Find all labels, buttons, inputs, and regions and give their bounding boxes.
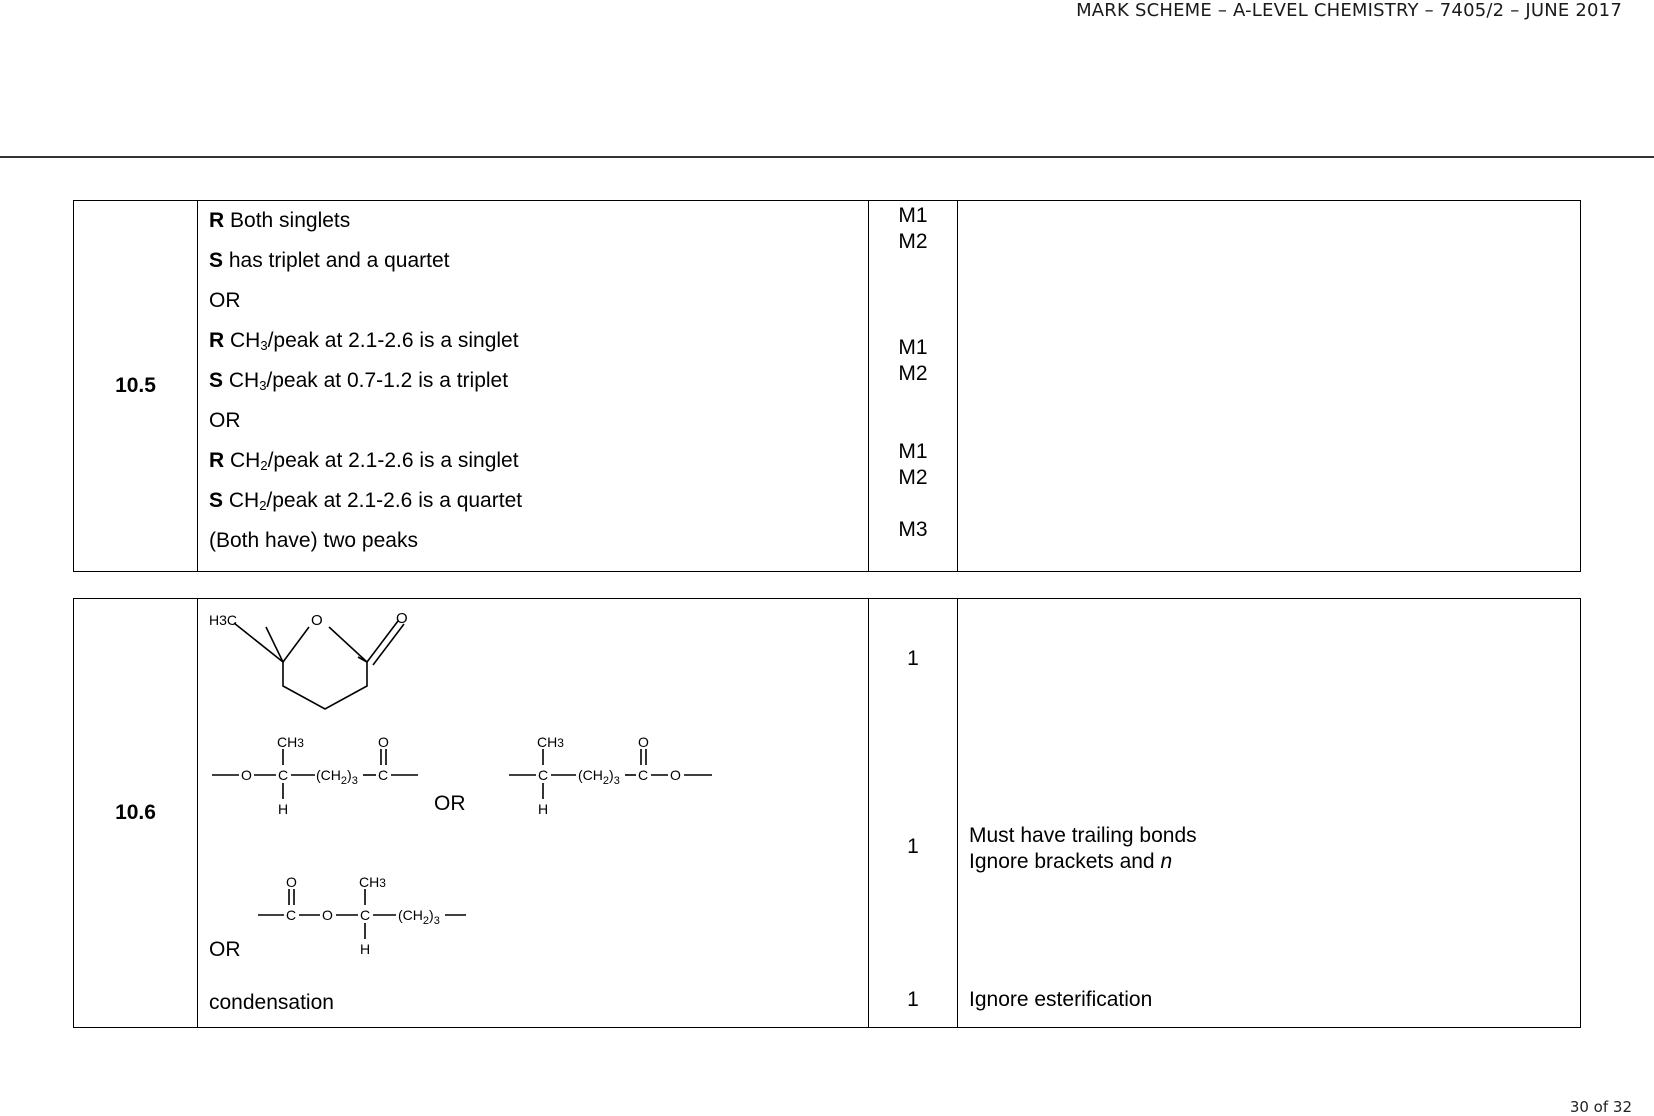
or-label: OR bbox=[434, 792, 466, 815]
answer-lines bbox=[209, 201, 868, 561]
comment-ignore-brackets: Ignore brackets and n bbox=[969, 850, 1173, 873]
o-label: O bbox=[241, 767, 252, 783]
comment-ignore-esterification: Ignore esterification bbox=[969, 988, 1153, 1011]
polymer-unit-1 bbox=[212, 734, 418, 817]
mark-label: M2 bbox=[898, 362, 928, 385]
mark-label: M1 bbox=[898, 440, 928, 463]
mark-label: M2 bbox=[898, 466, 928, 489]
answer-line: OR bbox=[209, 409, 241, 432]
mark-label: 1 bbox=[907, 647, 919, 670]
answer-line: S has triplet and a quartet bbox=[209, 249, 450, 272]
o-label: O bbox=[638, 734, 649, 750]
answer-cell bbox=[198, 201, 869, 572]
o-label: O bbox=[378, 734, 389, 750]
question-number: 10.5 bbox=[74, 201, 198, 572]
comments-cell bbox=[958, 201, 1581, 572]
c-label: C bbox=[360, 907, 371, 923]
ch2n-label: $(CH_2)_3$ bbox=[578, 767, 620, 787]
c-label: C bbox=[538, 767, 549, 783]
answer-line: R Both singlets bbox=[209, 209, 351, 232]
o-label: O bbox=[670, 767, 681, 783]
c-label: C bbox=[638, 767, 649, 783]
lactone-structure bbox=[234, 621, 404, 709]
page-number: 30 of 32 bbox=[1569, 1098, 1632, 1116]
mark-label: M2 bbox=[898, 230, 928, 253]
answer-line: R $CH_2$/peak at 2.1-2.6 is a singlet bbox=[209, 449, 519, 473]
mark-label: M1 bbox=[898, 336, 928, 359]
c-label: C bbox=[378, 767, 389, 783]
header-rule bbox=[0, 156, 1654, 158]
ch2n-label: $(CH_2)_3$ bbox=[316, 767, 358, 787]
ch3-label: CH3 bbox=[359, 874, 386, 890]
carbonyl-oxygen-label: O bbox=[396, 610, 408, 627]
h-label: H bbox=[278, 801, 289, 817]
mark-label: M1 bbox=[898, 204, 928, 227]
condensation-text: condensation bbox=[209, 991, 334, 1014]
ch3-label: CH3 bbox=[277, 734, 304, 750]
marks-cell bbox=[869, 201, 958, 572]
marks-cell bbox=[869, 599, 958, 1028]
question-10-5-table bbox=[73, 200, 1581, 572]
answer-line: (Both have) two peaks bbox=[209, 529, 418, 552]
o-label: O bbox=[286, 874, 297, 890]
ring-oxygen-label: O bbox=[311, 612, 323, 629]
answer-line: R $CH_3$/peak at 2.1-2.6 is a singlet bbox=[209, 329, 519, 353]
or-label: OR bbox=[209, 938, 241, 961]
o-label: O bbox=[322, 907, 333, 923]
polymer-unit-3 bbox=[258, 874, 466, 957]
question-10-6-table bbox=[73, 598, 1581, 1028]
polymer-unit-2 bbox=[509, 734, 712, 817]
ch3-label: CH3 bbox=[537, 734, 564, 750]
structures-drawing bbox=[198, 599, 848, 1027]
h-label: H bbox=[538, 801, 549, 817]
question-number: 10.6 bbox=[74, 599, 198, 1028]
h3c-label: H3C bbox=[209, 612, 238, 628]
comments-cell bbox=[958, 599, 1581, 1028]
h-label: H bbox=[360, 941, 371, 957]
comment-trailing-bonds: Must have trailing bonds bbox=[969, 824, 1197, 847]
answer-line: S $CH_3$/peak at 0.7-1.2 is a triplet bbox=[209, 369, 509, 393]
c-label: C bbox=[286, 907, 297, 923]
c-label: C bbox=[278, 767, 289, 783]
mark-label: 1 bbox=[907, 835, 919, 858]
ch2n-label: $(CH_2)_3$ bbox=[398, 907, 440, 927]
mark-label: M3 bbox=[898, 518, 928, 541]
answer-cell bbox=[198, 599, 869, 1028]
mark-label: 1 bbox=[907, 988, 919, 1011]
answer-line: S $CH_2$/peak at 2.1-2.6 is a quartet bbox=[209, 489, 523, 513]
page-header: MARK SCHEME – A-LEVEL CHEMISTRY – 7405/2 – JUNE 2017 bbox=[1076, 0, 1622, 21]
answer-line: OR bbox=[209, 289, 241, 312]
